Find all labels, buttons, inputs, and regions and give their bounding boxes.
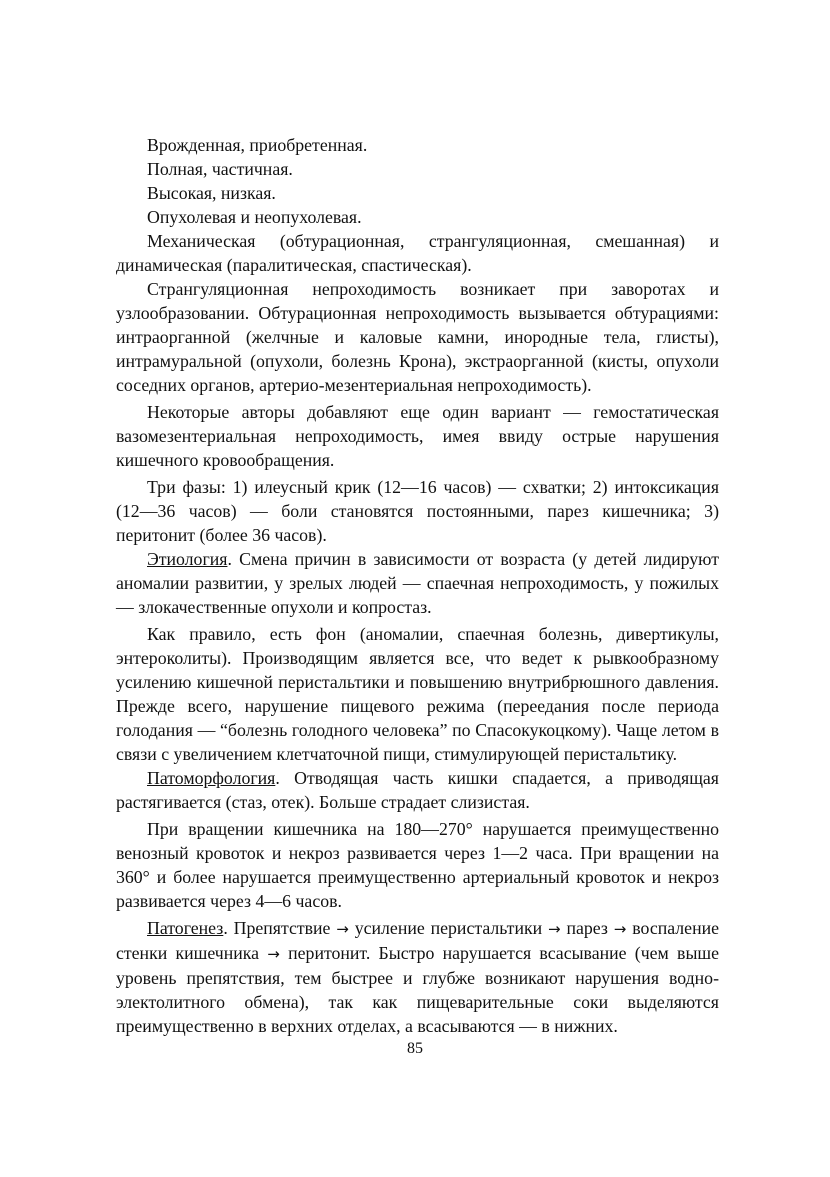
pathogenesis-text: . Препятствие	[223, 918, 337, 938]
pathogenesis-text: парез	[560, 918, 614, 938]
pathomorphology-heading: Патоморфология	[147, 768, 276, 788]
paragraph-etiology	[116, 547, 719, 619]
arrow-right-icon: →	[613, 920, 627, 938]
list-item: Высокая, низкая.	[147, 183, 276, 203]
paragraph-pathogenesis	[116, 916, 719, 1038]
paragraph-mechanical: Механическая (обтурационная, странгуляционная, смешанная) и динамическая (паралитическая, спастическая).	[116, 231, 719, 275]
list-item: Полная, частичная.	[147, 159, 293, 179]
paragraph-authors: Некоторые авторы добавляют еще один вариант — гемостатическая вазомезентериальная непроходимость, имея ввиду острые нарушения кишечного кровообращения.	[116, 402, 719, 470]
paragraph-pathomorphology	[116, 766, 719, 814]
pathogenesis-text: усиление перистальтики	[348, 918, 548, 938]
list-item: Врожденная, приобретенная.	[147, 135, 368, 155]
pathogenesis-text: перитонит. Быстро нарушается всасывание (чем выше уровень препятствия, тем быстрее и глубже возникают нарушения водно-электолитного обмена), так как пищеварительные соки выделяются преимущественно в верхних отделах, а всасываются — в нижних.	[116, 943, 719, 1036]
paragraph-background: Как правило, есть фон (аномалии, спаечная болезнь, дивертикулы, энтероколиты). Производящим является все, что ведет к рывкообразному усилению кишечной перистальтики и повышению внутрибрюшного давления. Прежде всего, нарушение пищевого режима (переедания после периода голодания — “болезнь голодного человека” по Спасокукоцкому). Чаще летом в связи с увеличением клетчаточной пищи, стимулирующей перистальтику.	[116, 624, 719, 764]
etiology-heading: Этиология	[147, 549, 228, 569]
paragraph-strangulation: Странгуляционная непроходимость возникает при заворотах и узлообразовании. Обтурационная непроходимость вызывается обтурациями: интраорганной (желчные и каловые камни, инородные тела, глисты), интрамуральной (опухоли, болезнь Крона), экстраорганной (кисты, опухоли соседних органов, артерио-мезентериальная непроходимость).	[116, 279, 719, 395]
list-item: Опухолевая и неопухолевая.	[147, 207, 362, 227]
arrow-right-icon: →	[267, 945, 280, 963]
pathogenesis-text: воспаление стенки кишечника	[116, 918, 719, 963]
page-number: 85	[407, 1040, 423, 1057]
pathomorphology-text: . Отводящая часть кишки спадается, а приводящая растягивается (стаз, отек). Больше страдает слизистая.	[116, 768, 719, 812]
paragraph-phases: Три фазы: 1) илеусный крик (12—16 часов) — схватки; 2) интоксикация (12—36 часов) — боли становятся постоянными, парез кишечника; 3) перитонит (более 36 часов).	[116, 477, 719, 545]
arrow-right-icon: →	[548, 920, 561, 938]
page-body	[116, 133, 719, 1038]
etiology-text: . Смена причин в зависимости от возраста (у детей лидируют аномалии развитии, у зрелых людей — спаечная непроходимость, у пожилых — злокачественные опухоли и копростаз.	[116, 549, 719, 617]
pathogenesis-heading: Патогенез	[147, 918, 224, 938]
paragraph-rotation: При вращении кишечника на 180—270° нарушается преимущественно венозный кровоток и некроз развивается через 1—2 часа. При вращении на 360° и более нарушается преимущественно артериальный кровоток и некроз развивается через 4—6 часов.	[116, 819, 719, 911]
arrow-right-icon: →	[336, 920, 349, 938]
